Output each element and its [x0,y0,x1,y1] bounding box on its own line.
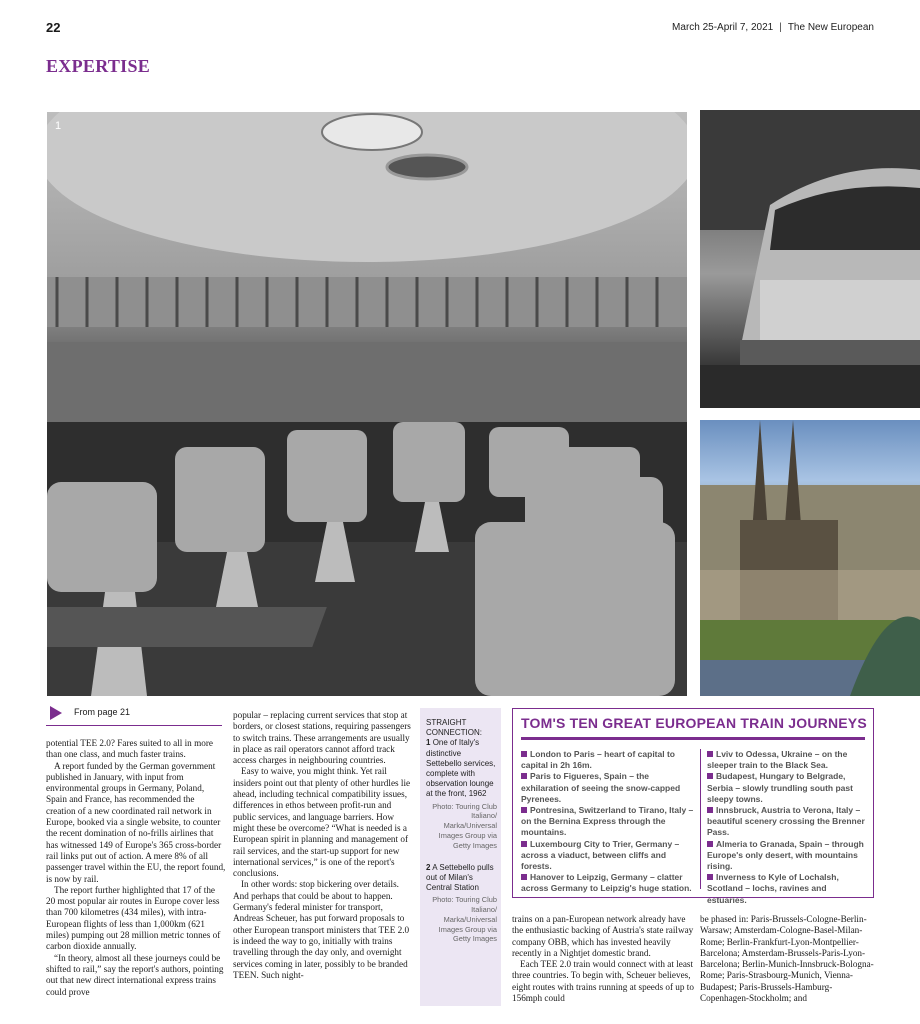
journey-item: Inverness to Kyle of Lochalsh, Scotland – lochs, ravines and estuaries. [707,872,839,905]
publication-name: The New European [787,22,874,33]
square-bullet-icon [521,807,527,813]
article-column-4 [700,914,880,1004]
square-bullet-icon [521,751,527,757]
square-bullet-icon [707,751,713,757]
article-column-2 [233,710,411,981]
lounge-illustration [47,112,687,696]
square-bullet-icon [707,874,713,880]
train-journeys-box [512,708,874,905]
caption-1-number: 1 [426,738,431,748]
triangle-arrow-icon [50,706,62,720]
issue-date: March 25-April 7, 2021 [672,22,774,33]
journeys-title: TOM'S TEN GREAT EUROPEAN TRAIN JOURNEYS [521,715,867,731]
article-paragraph: Each TEE 2.0 train would connect with at least three countries. To begin with, Scheuer believes, eight routes with trains running at speeds of up to 156mph could [512,959,694,1004]
square-bullet-icon [707,807,713,813]
photo-cologne-cathedral [700,420,920,696]
train-illustration [700,110,920,408]
article-paragraph: The report further highlighted that 17 of the 20 most popular air routes in Europe cover less than 700 kilometres (434 miles), with intra-European flights of less than 1,000km (621 miles) pumping out 28 million metric tonnes of carbon dioxide annually. [46,884,221,952]
caption-2-number: 2 [426,862,431,872]
from-page-label: From page 21 [74,707,131,717]
caption-1 [426,738,497,799]
photo-credit-1: Photo: Touring Club Italiano/ Marka/Universal Images Group via Getty Images [432,801,497,850]
journey-item: Hanover to Leipzig, Germany – clatter across Germany to Leipzig's huge station. [521,872,692,894]
journey-item: Innsbruck, Austria to Verona, Italy – beautiful scenery crossing the Brenner Pass. [707,805,865,838]
article-paragraph: “In theory, almost all these journeys could be shifted to rail,” say the report's authors, pointing out that new direct international express trains could prove [46,952,224,997]
square-bullet-icon [521,874,527,880]
page-number: 22 [46,20,61,35]
journey-item: Lviv to Odessa, Ukraine – on the sleeper train to the Black Sea. [707,749,848,771]
section-title: EXPERTISE [46,56,151,76]
photo-settebello-train [700,110,920,408]
dateline [672,22,874,33]
journey-item: Almeria to Granada, Spain – through Europe's only desert, with mountains rising. [707,838,864,872]
square-bullet-icon [707,773,713,779]
journey-item: Luxembourg City to Trier, Germany – across a viaduct, between cliffs and forests. [521,838,680,872]
photo-number-1: 1 [55,120,62,132]
caption-2-text: A Settebello pulls out of Milan's Central Station [426,862,494,893]
square-bullet-icon [521,841,527,847]
article-paragraph: potential TEE 2.0? Fares suited to all in more than one class, and much faster trains. [46,738,213,760]
article-paragraph: popular – replacing current services that stop at borders, or closest stations, requiring passengers to switch trains. These arrangements are usually in place as rail operators cannot afford track access charges in neighbouring countries. [233,710,411,766]
journey-item: Pontresina, Switzerland to Tirano, Italy – on the Bernina Express through the mountains. [521,805,694,838]
captions-heading: STRAIGHT CONNECTION: [426,718,482,738]
caption-1-text: One of Italy's distinctive Settebello services, complete with observation lounge at the front, 1962 [426,738,496,799]
journey-item: Budapest, Hungary to Belgrade, Serbia – slowly trundling south past sleepy towns. [707,771,853,804]
square-bullet-icon [521,773,527,779]
dateline-separator: | [779,22,782,33]
article-paragraph: be phased in: Paris-Brussels-Cologne-Berlin-Warsaw; Amsterdam-Cologne-Basel-Milan-Rome; Berlin-Frankfurt-Lyon-Montpellier-Barcelona; Amsterdam-Brussels-Paris-Lyon-Barcelona; Berlin-Munich-Innsbruck-Bologna-Rome; Paris-Strasbourg-Munich, Vienna-Budapest; Paris-Brussels-Hamburg-Copenhagen-Stockholm; and [700,914,874,1004]
photo-observation-lounge [47,112,687,696]
continued-from-marker [46,706,222,726]
article-column-3 [512,914,696,1004]
article-paragraph: Easy to waive, you might think. Yet rail insiders point out that plenty of other hurdles lie ahead, including technical compatibility issues, differences in ethos between profit-run and public services, and language barriers. How might these be overcome? “What is needed is a European spirit in planning and management of rail services, and the start-up support for new international services,” is one of the report's conclusions. [233,766,411,879]
article-paragraph: In other words: stop bickering over details. And perhaps that could be about to happen. Germany's federal minister for transport, Andreas Scheuer, has put forward proposals to other European transport ministers that TEE 2.0 is indeed the way to go, initially with trains travelling through the day only, and overnight services coming in later, possibly to be branded TEEN. Such night- [233,879,410,980]
journeys-list-right [707,749,865,906]
journey-item: London to Paris – heart of capital to capital in 2h 16m. [521,749,675,771]
journeys-column-divider [700,749,701,889]
square-bullet-icon [707,841,713,847]
article-paragraph: A report funded by the German government published in January, with input from environmental groups in Germany, Poland, Spain and France, has recommended the creation of a new coordinated rail network in Europe, booked via a single website, to counter the recent domination of no-frills airlines that has witnessed 149 of Europe's 365 cross-border rail links put out of action. A mere 8% of all passenger travel within the EU, the report found, is now by rail. [46,760,226,884]
caption-2 [426,863,497,894]
journeys-title-rule [521,737,865,740]
journeys-list-left [521,749,695,895]
photo-credit-2: Photo: Touring Club Italiano/ Marka/Universal Images Group via Getty Images [432,895,497,944]
cathedral-illustration [700,420,920,696]
journey-item: Paris to Figueres, Spain – the exhilaration of seeing the snow-capped Pyrenees. [521,771,681,804]
article-paragraph: trains on a pan-European network already have the enthusiastic backing of Austria's state railway company OBB, which has invested heavily recently in a Nightjet domestic brand. [512,914,694,958]
article-column-1 [46,738,226,998]
photo-captions-sidebar [420,708,501,1006]
